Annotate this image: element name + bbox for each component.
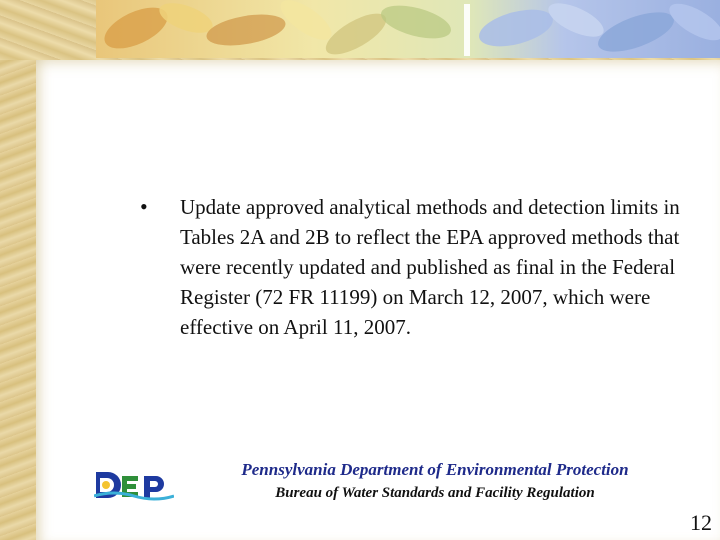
bullet-item [140, 192, 680, 342]
dep-logo-graphic [94, 466, 174, 504]
leaf-banner [96, 0, 720, 58]
bullet-text: Update approved analytical methods and detection limits in Tables 2A and 2B to reflect the EPA approved methods that were recently updated and published as final in the Federal Register (72 FR 11199) on March 12, 2007, which were effective on April 11, 2007. [180, 195, 680, 339]
footer-bureau: Bureau of Water Standards and Facility Regulation [275, 485, 595, 501]
footer-organization: Pennsylvania Department of Environmental Protection [241, 460, 629, 479]
bullet-symbol: • [140, 194, 148, 219]
leaf-banner-graphic [96, 0, 720, 58]
parchment-left-border [0, 0, 36, 540]
dep-logo-icon [94, 466, 174, 504]
page-number: 12 [690, 510, 712, 535]
